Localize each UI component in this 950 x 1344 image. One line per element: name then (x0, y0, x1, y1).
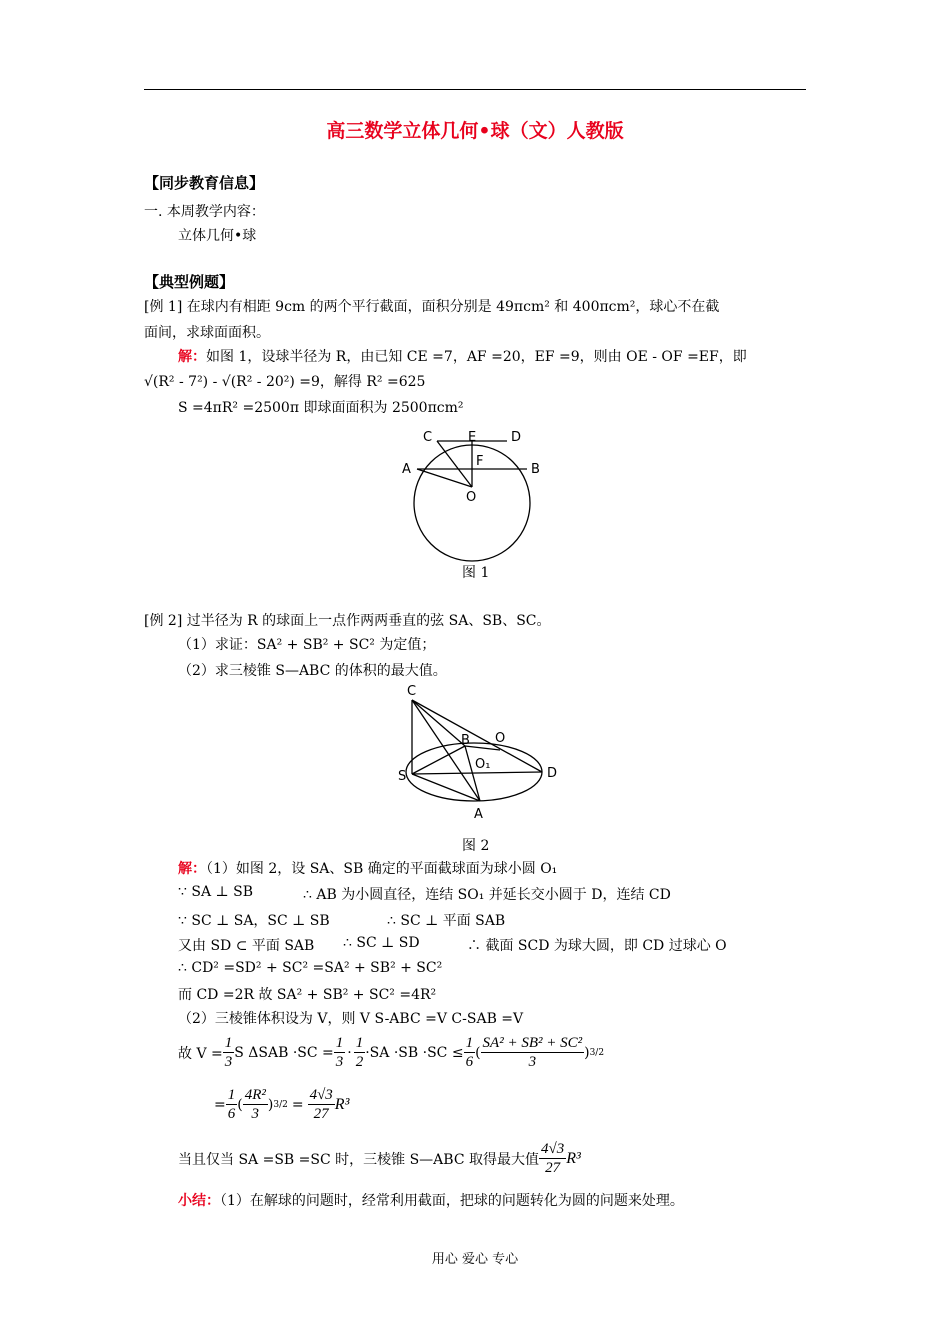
solution-label: 解： (178, 861, 206, 877)
ex1-solution-text: 如图 1，设球半径为 R，由已知 CE =7，AF =20，EF =9，则由 OE - OF =EF，即 (206, 349, 747, 365)
ex1-solution-line1 (178, 346, 747, 366)
fig2-label-o: O (495, 731, 506, 746)
summary (178, 1190, 684, 1210)
fraction-one-half: $\frac{1}{2}$ (355, 1035, 364, 1070)
ex2-solution-line9: = $\frac{1}{6}$ ( $\frac{\text{4R²}}{3}$ ) 3/2 = $\frac{4√3}{27}$ R³ (214, 1087, 350, 1122)
summary-text: （1）在解球的问题时，经常利用截面，把球的问题转化为圆的问题来处理。 (220, 1193, 684, 1209)
fig2-label-d: D (547, 766, 558, 781)
figure-1-caption: 图 1 (462, 565, 490, 581)
ex2-solution-line8: 故 V = $\frac{1}{3}$ S ΔSAB ·SC = $\frac{1}{3}$ · $\frac{1}{2}$ ·SA ·SB ·SC ≤ $\frac{1}{6}$ ( $\frac{\text{SA² + SB² + SC²}}{3}$ ) 3/2 (178, 1035, 605, 1070)
summary-label: 小结： (178, 1193, 220, 1209)
ex1-problem-line1: [例 1] 在球内有相距 9cm 的两个平行截面，面积分别是 49πcm² 和 400πcm²，球心不在截 (144, 299, 720, 315)
section-sync-info: 【同步教育信息】 (144, 174, 265, 192)
figure-1 (395, 425, 555, 575)
fig1-label-b: B (531, 462, 540, 477)
fig1-label-f: F (476, 454, 484, 469)
fraction-one-sixth-b: $\frac{1}{6}$ (227, 1087, 236, 1122)
fig1-label-a: A (402, 462, 411, 477)
exponent-three-halves-b: 3/2 (273, 1099, 288, 1110)
fig2-label-c: C (407, 684, 417, 699)
ex2-problem-line2: （1）求证：SA² + SB² + SC² 为定值； (178, 637, 436, 653)
fraction-one-third: $\frac{1}{3}$ (224, 1035, 233, 1070)
fraction-max-value: $\frac{4√3}{27}$ (541, 1141, 565, 1176)
v-equals: 故 V = (178, 1045, 223, 1062)
product-leq: ·SA ·SB ·SC ≤ (365, 1044, 464, 1061)
fig1-label-d: D (511, 430, 522, 445)
ex2-solution-line1 (178, 858, 557, 878)
solution-label: 解： (178, 349, 206, 365)
exponent-three-halves: 3/2 (589, 1047, 605, 1058)
fig2-label-s: S (398, 769, 407, 784)
ex2-solution-line2a: ∵ SA ⊥ SB (178, 884, 254, 900)
ex2-solution-line4a: 又由 SD ⊂ 平面 SAB (178, 938, 315, 954)
ex2-problem-line3: （2）求三棱锥 S—ABC 的体积的最大值。 (178, 663, 447, 679)
ex1-problem-line2: 面间，求球面面积。 (144, 325, 270, 341)
ex2-solution-line3a: ∵ SC ⊥ SA，SC ⊥ SB (178, 913, 330, 929)
fig2-label-b: B (461, 733, 470, 748)
ex2-solution-line4c: ∴ 截面 SCD 为球大圆，即 CD 过球心 O (467, 938, 727, 954)
r-cubed-b: R³ (566, 1149, 581, 1167)
ex2-problem-line1: [例 2] 过半径为 R 的球面上一点作两两垂直的弦 SA、SB、SC。 (144, 613, 551, 629)
figure-2 (392, 680, 572, 825)
ex2-solution-line5: ∴ CD² =SD² + SC² =SA² + SB² + SC² (178, 960, 443, 976)
fig1-label-e: E (468, 430, 477, 445)
fig2-label-o1: O₁ (475, 757, 491, 772)
fraction-4root3-over-27: $\frac{4√3}{27}$ (309, 1087, 333, 1122)
ex1-solution-line3: S =4πR² =2500π 即球面面积为 2500πcm² (178, 400, 464, 416)
fraction-one-sixth: $\frac{1}{6}$ (465, 1035, 474, 1070)
fig1-label-c: C (423, 430, 433, 445)
ex2-solution-line2b: ∴ AB 为小圆直径，连结 SO₁ 并延长交小圆于 D，连结 CD (303, 887, 671, 903)
fig1-label-o: O (466, 490, 477, 505)
page-title: 高三数学立体几何•球（文）人教版 (326, 120, 624, 142)
content-heading: 一. 本周教学内容： (144, 204, 265, 220)
header-rule (144, 89, 806, 90)
max-condition: 当且仅当 SA =SB =SC 时，三棱锥 S—ABC 取得最大值 (178, 1151, 540, 1168)
fraction-one-third-b: $\frac{1}{3}$ (335, 1035, 344, 1070)
r-cubed: R³ (334, 1095, 350, 1113)
page-footer: 用心 爱心 专心 (431, 1252, 519, 1267)
ex2-solution-line6: 而 CD =2R 故 SA² + SB² + SC² =4R² (178, 987, 437, 1003)
figure-2-caption: 图 2 (462, 838, 490, 854)
ex2-solution-text: （1）如图 2，设 SA、SB 确定的平面截球面为球小圆 O₁ (206, 861, 558, 877)
fig2-label-a: A (474, 807, 483, 822)
section-examples: 【典型例题】 (144, 273, 235, 291)
ex2-solution-line3b: ∴ SC ⊥ 平面 SAB (387, 913, 506, 929)
content-topic: 立体几何•球 (178, 228, 257, 244)
area-times-sc: S ΔSAB ·SC = (234, 1044, 334, 1061)
ex2-solution-line7: （2）三棱锥体积设为 V，则 V S-ABC =V C-SAB =V (178, 1011, 524, 1027)
fraction-4r2-over-3: $\frac{\text{4R²}}{3}$ (244, 1087, 266, 1122)
ex1-solution-line2: √(R² - 7²) - √(R² - 20²) =9，解得 R² =625 (144, 374, 426, 390)
ex2-solution-line4b: ∴ SC ⊥ SD (343, 935, 420, 951)
ex2-solution-line10 (178, 1140, 581, 1177)
fraction-sum-squares: $\frac{\text{SA² + SB² + SC²}}{3}$ (482, 1035, 583, 1070)
equals-sign: = (214, 1096, 226, 1113)
